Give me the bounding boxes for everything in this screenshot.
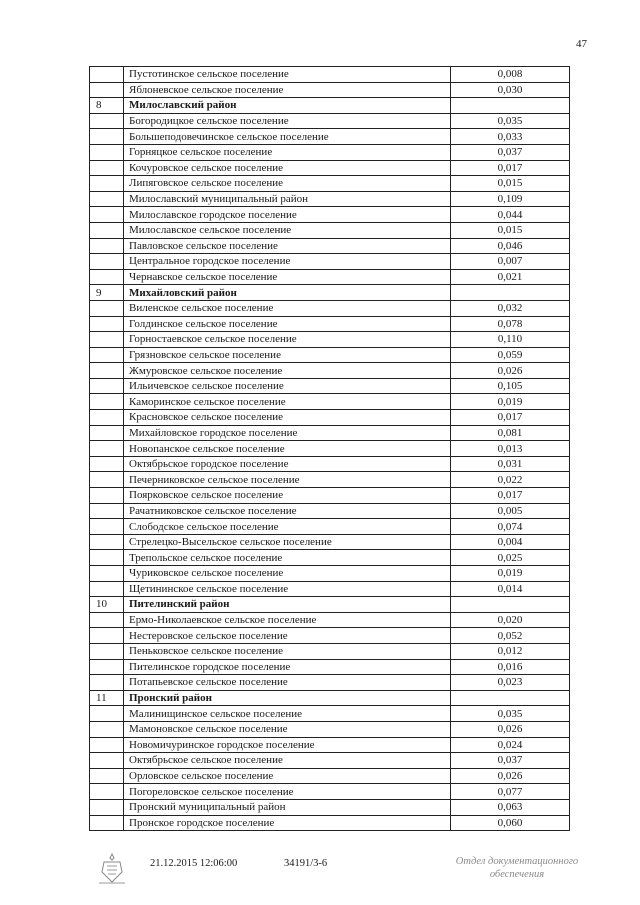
coefficient-value: 0,016: [451, 659, 570, 675]
coefficient-value: 0,015: [451, 176, 570, 192]
table-row: [90, 207, 570, 223]
coefficient-value: 0,033: [451, 129, 570, 145]
settlement-name: Каморинское сельское поселение: [124, 394, 451, 410]
row-number: [90, 129, 124, 145]
table-row: [90, 144, 570, 160]
row-number: [90, 269, 124, 285]
coefficient-value: 0,046: [451, 238, 570, 254]
row-number: [90, 456, 124, 472]
row-number: [90, 784, 124, 800]
settlement-name: Михайловское городское поселение: [124, 425, 451, 441]
settlement-name: Милославский район: [124, 98, 451, 114]
coefficient-value: [451, 597, 570, 613]
table-row: [90, 534, 570, 550]
row-number: [90, 534, 124, 550]
settlement-name: Ильичевское сельское поселение: [124, 378, 451, 394]
table-row: [90, 456, 570, 472]
coefficient-value: 0,105: [451, 378, 570, 394]
coefficient-value: [451, 690, 570, 706]
coefficient-value: 0,017: [451, 410, 570, 426]
settlement-name: Павловское сельское поселение: [124, 238, 451, 254]
row-number: [90, 706, 124, 722]
row-number: 10: [90, 597, 124, 613]
stamp-line-1: Отдел документационного: [455, 856, 579, 867]
table-row: [90, 706, 570, 722]
table-row: [90, 488, 570, 504]
table-row: [90, 815, 570, 831]
coefficient-value: 0,110: [451, 332, 570, 348]
row-number: [90, 566, 124, 582]
settlement-name: Печерниковское сельское поселение: [124, 472, 451, 488]
row-number: [90, 441, 124, 457]
table-row: [90, 659, 570, 675]
row-number: [90, 612, 124, 628]
settlement-name: Поярковское сельское поселение: [124, 488, 451, 504]
row-number: [90, 659, 124, 675]
row-number: [90, 628, 124, 644]
table-row: [90, 129, 570, 145]
department-stamp: [442, 855, 592, 881]
coefficient-value: 0,013: [451, 441, 570, 457]
settlement-name: Большеподовечинское сельское поселение: [124, 129, 451, 145]
row-number: [90, 222, 124, 238]
settlement-name: Чернавское сельское поселение: [124, 269, 451, 285]
table-row: [90, 628, 570, 644]
settlement-name: Богородицкое сельское поселение: [124, 113, 451, 129]
settlement-name: Липяговское сельское поселение: [124, 176, 451, 192]
row-number: [90, 176, 124, 192]
settlement-name: Пронский район: [124, 690, 451, 706]
row-number: [90, 254, 124, 270]
row-number: [90, 519, 124, 535]
coefficient-value: 0,023: [451, 675, 570, 691]
coefficient-value: 0,024: [451, 737, 570, 753]
settlement-name: Яблоневское сельское поселение: [124, 82, 451, 98]
row-number: [90, 160, 124, 176]
table-row: [90, 737, 570, 753]
coefficient-value: 0,081: [451, 425, 570, 441]
table-row: [90, 753, 570, 769]
row-number: [90, 799, 124, 815]
row-number: [90, 394, 124, 410]
row-number: [90, 753, 124, 769]
table-row: [90, 566, 570, 582]
row-number: [90, 191, 124, 207]
coefficient-value: 0,031: [451, 456, 570, 472]
coefficient-value: 0,020: [451, 612, 570, 628]
table-row: [90, 394, 570, 410]
settlement-name: Пеньковское сельское поселение: [124, 643, 451, 659]
coefficient-value: 0,019: [451, 394, 570, 410]
settlement-name: Пронский муниципальный район: [124, 799, 451, 815]
allocation-table: [89, 66, 570, 831]
row-number: 11: [90, 690, 124, 706]
coefficient-value: 0,037: [451, 144, 570, 160]
settlement-name: Пронское городское поселение: [124, 815, 451, 831]
settlement-name: Потапьевское сельское поселение: [124, 675, 451, 691]
settlement-name: Михайловский район: [124, 285, 451, 301]
table-row: [90, 254, 570, 270]
table-row: [90, 363, 570, 379]
coefficient-value: 0,026: [451, 721, 570, 737]
settlement-name: Чуриковское сельское поселение: [124, 566, 451, 582]
coefficient-value: 0,026: [451, 363, 570, 379]
table-row: [90, 550, 570, 566]
coefficient-value: 0,060: [451, 815, 570, 831]
row-number: [90, 300, 124, 316]
table-row: [90, 519, 570, 535]
coefficient-value: 0,005: [451, 503, 570, 519]
table-row: [90, 675, 570, 691]
coat-of-arms-icon: [96, 852, 128, 886]
coefficient-value: [451, 285, 570, 301]
settlement-name: Центральное городское поселение: [124, 254, 451, 270]
row-number: [90, 581, 124, 597]
table-row: [90, 160, 570, 176]
settlement-name: Нестеровское сельское поселение: [124, 628, 451, 644]
coefficient-value: 0,035: [451, 113, 570, 129]
row-number: [90, 410, 124, 426]
row-number: 8: [90, 98, 124, 114]
coefficient-value: 0,063: [451, 799, 570, 815]
settlement-name: Октябрьское городское поселение: [124, 456, 451, 472]
district-row: [90, 690, 570, 706]
row-number: [90, 488, 124, 504]
row-number: [90, 82, 124, 98]
district-row: [90, 98, 570, 114]
settlement-name: Новомичуринское городское поселение: [124, 737, 451, 753]
coefficient-value: 0,008: [451, 67, 570, 83]
row-number: [90, 550, 124, 566]
table-row: [90, 472, 570, 488]
settlement-name: Новопанское сельское поселение: [124, 441, 451, 457]
row-number: [90, 144, 124, 160]
table-body: [90, 67, 570, 831]
coefficient-value: 0,032: [451, 300, 570, 316]
district-row: [90, 597, 570, 613]
coefficient-value: 0,078: [451, 316, 570, 332]
coefficient-value: 0,030: [451, 82, 570, 98]
row-number: [90, 768, 124, 784]
row-number: [90, 332, 124, 348]
coefficient-value: 0,021: [451, 269, 570, 285]
row-number: [90, 472, 124, 488]
coefficient-value: 0,007: [451, 254, 570, 270]
table-row: [90, 503, 570, 519]
table-row: [90, 378, 570, 394]
coefficient-value: 0,026: [451, 768, 570, 784]
settlement-name: Жмуровское сельское поселение: [124, 363, 451, 379]
coefficient-value: 0,012: [451, 643, 570, 659]
table-row: [90, 269, 570, 285]
coefficient-value: [451, 98, 570, 114]
coefficient-value: 0,017: [451, 488, 570, 504]
settlement-name: Орловское сельское поселение: [124, 768, 451, 784]
settlement-name: Милославское сельское поселение: [124, 222, 451, 238]
table-row: [90, 799, 570, 815]
settlement-name: Трепольское сельское поселение: [124, 550, 451, 566]
table-row: [90, 441, 570, 457]
coefficient-value: 0,004: [451, 534, 570, 550]
table-row: [90, 82, 570, 98]
row-number: [90, 207, 124, 223]
table-row: [90, 784, 570, 800]
row-number: [90, 113, 124, 129]
table-row: [90, 332, 570, 348]
footer-timestamp: 21.12.2015 12:06:00: [150, 858, 238, 869]
district-row: [90, 285, 570, 301]
settlement-name: Пителинский район: [124, 597, 451, 613]
table-row: [90, 612, 570, 628]
coefficient-value: 0,109: [451, 191, 570, 207]
coefficient-value: 0,017: [451, 160, 570, 176]
settlement-name: Мамоновское сельское поселение: [124, 721, 451, 737]
row-number: [90, 425, 124, 441]
coefficient-value: 0,044: [451, 207, 570, 223]
table-row: [90, 176, 570, 192]
coefficient-value: 0,052: [451, 628, 570, 644]
settlement-name: Октябрьское сельское поселение: [124, 753, 451, 769]
coefficient-value: 0,059: [451, 347, 570, 363]
row-number: [90, 737, 124, 753]
table-row: [90, 222, 570, 238]
coefficient-value: 0,019: [451, 566, 570, 582]
settlement-name: Ермо-Николаевское сельское поселение: [124, 612, 451, 628]
table-row: [90, 721, 570, 737]
settlement-name: Горняцкое сельское поселение: [124, 144, 451, 160]
row-number: [90, 815, 124, 831]
settlement-name: Грязновское сельское поселение: [124, 347, 451, 363]
settlement-name: Красновское сельское поселение: [124, 410, 451, 426]
settlement-name: Милославское городское поселение: [124, 207, 451, 223]
table-row: [90, 300, 570, 316]
coefficient-value: 0,022: [451, 472, 570, 488]
settlement-name: Виленское сельское поселение: [124, 300, 451, 316]
table-row: [90, 425, 570, 441]
settlement-name: Пустотинское сельское поселение: [124, 67, 451, 83]
row-number: [90, 503, 124, 519]
settlement-name: Рачатниковское сельское поселение: [124, 503, 451, 519]
coefficient-value: 0,037: [451, 753, 570, 769]
settlement-name: Слободское сельское поселение: [124, 519, 451, 535]
footer-doc-number: 34191/3-6: [284, 858, 328, 869]
settlement-name: Малинищинское сельское поселение: [124, 706, 451, 722]
row-number: 9: [90, 285, 124, 301]
table-row: [90, 768, 570, 784]
coefficient-value: 0,077: [451, 784, 570, 800]
row-number: [90, 721, 124, 737]
row-number: [90, 347, 124, 363]
coefficient-value: 0,025: [451, 550, 570, 566]
table-row: [90, 347, 570, 363]
settlement-name: Пителинское городское поселение: [124, 659, 451, 675]
settlement-name: Стрелецко-Высельское сельское поселение: [124, 534, 451, 550]
table-row: [90, 643, 570, 659]
settlement-name: Погореловское сельское поселение: [124, 784, 451, 800]
row-number: [90, 316, 124, 332]
row-number: [90, 67, 124, 83]
page-number: 47: [576, 38, 587, 50]
settlement-name: Голдинское сельское поселение: [124, 316, 451, 332]
table-row: [90, 316, 570, 332]
row-number: [90, 378, 124, 394]
table-row: [90, 410, 570, 426]
table-row: [90, 113, 570, 129]
coefficient-value: 0,014: [451, 581, 570, 597]
table-row: [90, 67, 570, 83]
settlement-name: Горностаевское сельское поселение: [124, 332, 451, 348]
row-number: [90, 675, 124, 691]
settlement-name: Кочуровское сельское поселение: [124, 160, 451, 176]
row-number: [90, 363, 124, 379]
table-row: [90, 191, 570, 207]
row-number: [90, 238, 124, 254]
table-row: [90, 238, 570, 254]
settlement-name: Щетининское сельское поселение: [124, 581, 451, 597]
settlement-name: Милославский муниципальный район: [124, 191, 451, 207]
row-number: [90, 643, 124, 659]
coefficient-value: 0,015: [451, 222, 570, 238]
stamp-line-2: обеспечения: [489, 869, 545, 880]
coefficient-value: 0,074: [451, 519, 570, 535]
table-row: [90, 581, 570, 597]
coefficient-value: 0,035: [451, 706, 570, 722]
